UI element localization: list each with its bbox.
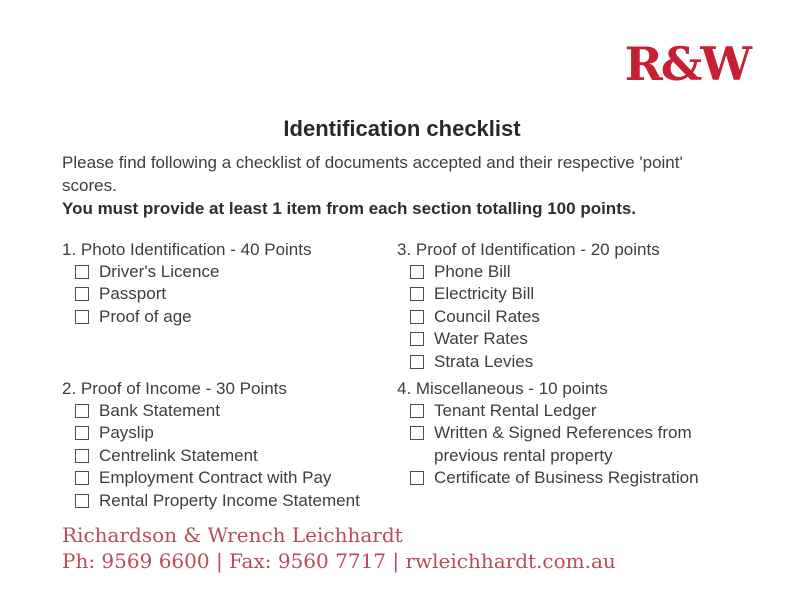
section-heading: 3. Proof of Identification - 20 points <box>397 240 660 259</box>
item-label: Driver's Licence <box>99 262 220 281</box>
checkbox-icon <box>410 287 424 301</box>
checklist-item <box>410 306 742 328</box>
footer-company-name: Richardson & Wrench Leichhardt <box>62 523 403 548</box>
item-label: Centrelink Statement <box>99 445 258 465</box>
checklist-item <box>410 351 742 373</box>
footer-contact-line: Ph: 9569 6600 | Fax: 9560 7717 | rwleichhardt.com.au <box>62 549 616 574</box>
checkbox-icon <box>75 310 89 324</box>
item-label: Employment Contract with Pay <box>99 468 332 488</box>
checklist-sections <box>62 238 742 512</box>
checklist-item <box>410 422 742 467</box>
checklist-item <box>410 283 742 305</box>
item-label: Rental Property Income Statement <box>99 490 360 510</box>
rw-logo: R&W <box>624 37 750 91</box>
item-label: Phone Bill <box>434 262 511 281</box>
checklist-item <box>75 283 397 305</box>
checklist-item <box>75 261 397 283</box>
checklist-item <box>75 467 397 489</box>
item-label: Written & Signed References from previous rental property <box>434 423 692 465</box>
checkbox-icon <box>410 404 424 418</box>
checklist-item <box>410 467 742 489</box>
page-title: Identification checklist <box>283 116 521 141</box>
intro-line-1: Please find following a checklist of documents accepted and their respective 'point' scores. <box>62 153 683 195</box>
checklist-item <box>410 328 742 350</box>
section-proof-of-income <box>62 377 397 512</box>
checkbox-icon <box>75 449 89 463</box>
section-heading: 4. Miscellaneous - 10 points <box>397 379 608 399</box>
checkbox-icon <box>410 355 424 369</box>
checklist-item <box>75 422 397 444</box>
item-label: Certificate of Business Registration <box>434 468 699 488</box>
item-label: Bank Statement <box>99 401 220 421</box>
intro-line-2: You must provide at least 1 item from each section totalling 100 points. <box>62 199 637 218</box>
checklist-item <box>410 400 742 422</box>
checkbox-icon <box>410 426 424 440</box>
checkbox-icon <box>410 310 424 324</box>
checkbox-icon <box>410 265 424 279</box>
section-proof-of-identification <box>397 238 742 373</box>
checklist-item <box>75 445 397 467</box>
item-label: Tenant Rental Ledger <box>434 401 597 421</box>
checkbox-icon <box>75 471 89 485</box>
item-label: Payslip <box>99 423 154 443</box>
item-label: Proof of age <box>99 306 192 326</box>
checkbox-icon <box>410 471 424 485</box>
checkbox-icon <box>75 494 89 508</box>
item-label: Strata Levies <box>434 351 534 371</box>
checkbox-icon <box>75 404 89 418</box>
section-heading: 2. Proof of Income - 30 Points <box>62 379 287 399</box>
section-photo-identification <box>62 238 397 373</box>
section-heading: 1. Photo Identification - 40 Points <box>62 240 312 259</box>
checkbox-icon <box>75 287 89 301</box>
item-label: Council Rates <box>434 306 540 326</box>
item-label: Electricity Bill <box>434 284 535 304</box>
checkbox-icon <box>410 332 424 346</box>
item-label: Passport <box>99 284 167 304</box>
checkbox-icon <box>75 426 89 440</box>
footer <box>62 522 742 574</box>
checklist-item <box>410 261 742 283</box>
section-miscellaneous <box>397 377 742 512</box>
checklist-item <box>75 400 397 422</box>
checklist-item <box>75 306 397 328</box>
checklist-item <box>75 490 397 512</box>
checkbox-icon <box>75 265 89 279</box>
item-label: Water Rates <box>434 329 528 349</box>
